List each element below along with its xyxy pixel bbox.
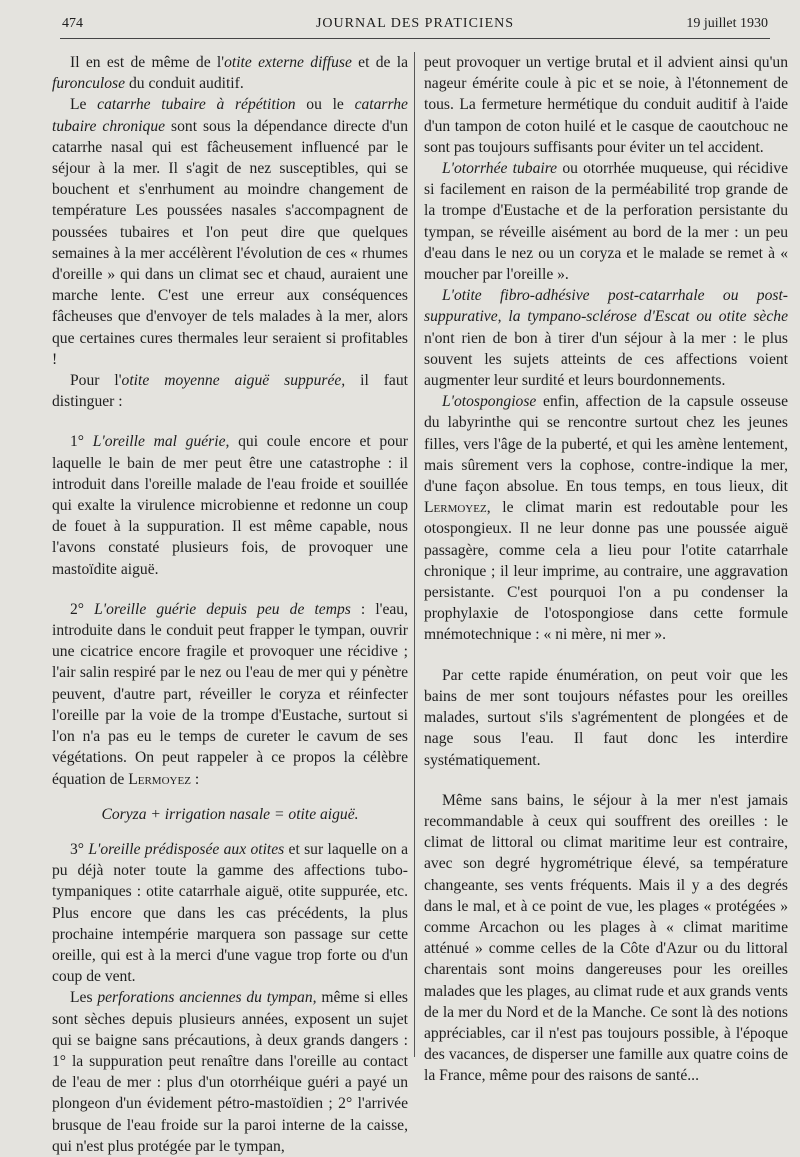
page-number: 474 (62, 16, 83, 31)
paragraph-catarrhe-tubaire: Le catarrhe tubaire à répétition ou le catarrhe tubaire chronique sont sous la dépendance directe d'un catarrhe nasal qui est fâcheusement influencé par le séjour à la mer. Il s'agit de nez susceptibles, qui se bouchent et s'enrhument au moindre changement de température Les poussées nasales s'accompagnent de poussées tubaires et l'on peut dire que quelques semaines à la mer accélèrent l'évolution de ces « rhumes d'oreille » qui dans un climat sec et chaud, auraient une marche lente. C'est une erreur aux conséquences fâcheuses que d'envoyer de tels malades à la mer, alors que certaines cures thermales leur seraient si profitables ! (52, 96, 408, 368)
paragraph-otospongiose: L'otospongiose enfin, affection de la capsule osseuse du labyrinthe qui se rencontre surtout chez les jeunes filles, vers l'âge de la puberté, et qui les amène lentement, mais sûrement vers la cophose, contre-indique la mer, d'une façon absolue. En tous temps, en tous lieux, dit Lermoyez, le climat marin est redoutable pour les otospongieux. Il ne leur donne pas une poussée aiguë passagère, comme cela a lieu pour l'otite catarrhale chronique ; il leur imprime, au contraire, une aggravation persistante. C'est pourquoi l'on a pu condenser la prophylaxie de l'otospongiose dans cette formule mnémotechnique : « ni mère, ni mer ». (424, 393, 788, 644)
paragraph-oreille-mal-guerie: 1° L'oreille mal guérie, qui coule encore et pour laquelle le bain de mer peut être une catastrophe : il introduit dans l'oreille malade de l'eau froide et souillée qui exalte la virulence microbienne et redonne un coup de fouet à la suppuration. Il est même capable, nous l'avons constaté plusieurs fois, de provoquer une mastoïdite aiguë. (52, 433, 408, 578)
paragraph-oreille-predisposee: 3° L'oreille prédisposée aux otites et sur laquelle on a pu déjà noter toute la gamme des affections tubo-tympaniques : otite catarrhale aiguë, otite suppurée, etc. Plus encore que dans les cas précédents, la plus prochaine intempérie marquera son passage sur cette oreille, qui est à la merci d'une vague trop forte ou d'un coup de vent. (52, 840, 408, 986)
journal-title: JOURNAL DES PRATICIENS (315, 16, 515, 31)
paragraph-enumeration: Par cette rapide énumération, on peut voir que les bains de mer sont toujours néfastes pour les oreilles malades, surtout s'ils s'agrémentent de plongées et de nage sous l'eau. Il faut donc les interdire systématiquement. (424, 666, 788, 769)
page-header (62, 14, 768, 36)
column-divider (414, 52, 415, 1057)
paragraph-otite-moyenne: Pour l'otite moyenne aiguë suppurée, il faut distinguer : (52, 372, 408, 411)
paragraph-otite-externe: Il en est de même de l'otite externe diffuse et de la furonculose du conduit auditif. (52, 54, 409, 93)
paragraph-oreille-guerie: 2° L'oreille guérie depuis peu de temps : l'eau, introduite dans le conduit peut frapper le tympan, ouvrir une cicatrice encore fragile et provoquer une récidive ; l'air salin respiré par le nez ou l'eau de mer qui y pénètre peuvent, d'autre part, réveiller le coryza et réinfecter l'oreille par la voie de la trompe d'Eustache, surtout si l'on n'a pas eu le temps de cureter le cavum de ses végétations. On peut rappeler à ce propos la célèbre équation de Lermoyez : (52, 600, 409, 788)
equation-lermoyez: Coryza + irrigation nasale = otite aiguë. (101, 805, 359, 823)
paragraph-otite-fibro-adhesive: L'otite fibro-adhésive post-catarrhale ou post-suppurative, la tympano-sclérose d'Escat ou otite sèche n'ont rien de bon à tirer d'un séjour à la mer : le plus souvent les sujets atteints de ces affections voient augmenter leur surdité et leurs bourdonnements. (424, 287, 788, 390)
paragraph-otorrhee-tubaire: L'otorrhée tubaire ou otorrhée muqueuse, qui récidive si facilement en raison de la perméabilité trop grande de la trompe d'Eustache et de la perforation persistante du tympan, se réveille aisément au bord de la mer : un peu d'eau dans le nez ou un coryza et le malade se remet à « moucher par l'oreille ». (424, 160, 788, 284)
left-column (52, 52, 408, 1157)
paragraph-perforations: Les perforations anciennes du tympan, même si elles sont sèches depuis plusieurs années, exposent un sujet qui se baigne sans précautions, à deux grands dangers : 1° la suppuration peut renaître dans l'oreille au contact de l'eau de mer : plus d'un otorrhéique guéri a payé un plongeon d'un évidement pétro-mastoïdien ; 2° l'arrivée brusque de l'eau froide sur la paroi interne de la caisse, qui n'est plus protégée par le tympan, (52, 989, 408, 1155)
right-column (424, 52, 788, 1087)
issue-date: 19 juillet 1930 (686, 16, 768, 31)
header-rule (60, 38, 770, 39)
paragraph-vertige: peut provoquer un vertige brutal et il advient ainsi qu'un nageur émérite coule à pic et se noie, à l'étonnement de tous. La fermeture hermétique du conduit auditif à l'aide d'un tampon de coton huilé et le casque de caoutchouc ne sont pas toujours suffisants pour éviter un tel accident. (424, 54, 788, 156)
paragraph-sans-bains: Même sans bains, le séjour à la mer n'est jamais recommandable à ceux qui souffrent des oreilles : le climat de littoral ou climat maritime leur est contraire, avec son degré hygrométrique élevé, sa température changeante, ses vents fréquents. Mais il y a des degrés dans le mal, et à ce point de vue, les plages « protégées » comme Arcachon ou les plages à « climat maritime atténué » comme celles de la Côte d'Azur ou du littoral charentais sont moins dangereuses pour les oreilles malades que les plages, au climat rude et aux grands vents de la mer du Nord et de la Manche. Ce sont là des notions appréciables, car il n'est pas toujours possible, à l'époque des vacances, de disperser une famille aux quatre coins de la France, même pour des raisons de santé... (424, 791, 788, 1085)
